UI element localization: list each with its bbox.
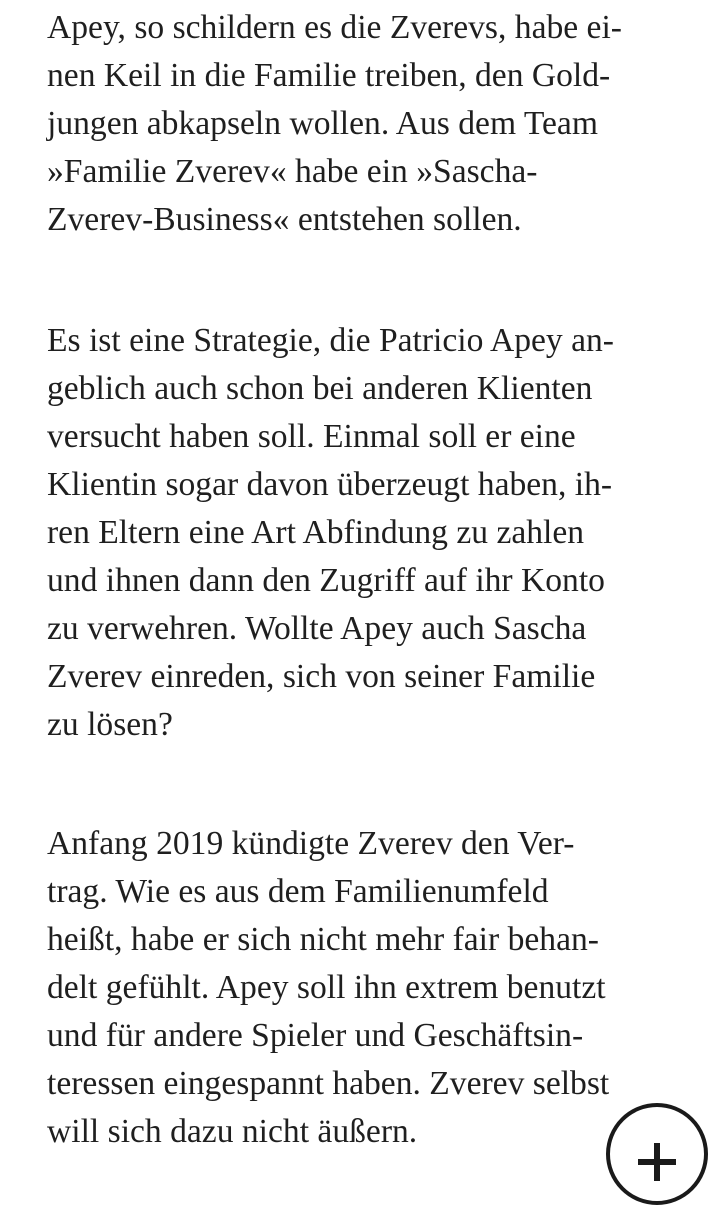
paragraph-line: geblich auch schon bei anderen Klienten [47, 370, 593, 407]
paragraph-line: jungen abkapseln wollen. Aus dem Team [47, 105, 598, 142]
paragraph-line: Apey, so schildern es die Zverevs, habe ei- [47, 9, 622, 46]
paragraph-spacer [47, 240, 707, 313]
paragraph-spacer [47, 745, 707, 816]
paragraph-line: Es ist eine Strategie, die Patricio Apey an- [47, 322, 614, 359]
paragraph-line: und ihnen dann den Zugriff auf ihr Konto [47, 562, 605, 599]
article-paragraph [47, 317, 707, 749]
article-paragraph [47, 4, 707, 244]
paragraph-line: zu lösen? [47, 706, 173, 743]
paragraph-line: »Familie Zverev« habe ein »Sascha- [47, 153, 538, 190]
paragraph-line: Anfang 2019 kündigte Zverev den Ver- [47, 825, 575, 862]
paragraph-line: heißt, habe er sich nicht mehr fair behan- [47, 921, 599, 958]
paragraph-line: will sich dazu nicht äußern. [47, 1113, 418, 1150]
paragraph-line: teressen eingespannt haben. Zverev selbst [47, 1065, 610, 1102]
article-body [47, 0, 707, 1152]
plus-icon [638, 1143, 676, 1181]
expand-button[interactable] [606, 1103, 708, 1205]
paragraph-line: nen Keil in die Familie treiben, den Gold- [47, 57, 611, 94]
paragraph-line: Klientin sogar davon überzeugt haben, ih- [47, 466, 613, 503]
paragraph-line: und für andere Spieler und Geschäftsin- [47, 1017, 584, 1054]
paragraph-line: delt gefühlt. Apey soll ihn extrem benutzt [47, 969, 606, 1006]
paragraph-line: Zverev-Business« entstehen sollen. [47, 201, 522, 238]
paragraph-line: trag. Wie es aus dem Familienumfeld [47, 873, 549, 910]
paragraph-line: Zverev einreden, sich von seiner Familie [47, 658, 596, 695]
paragraph-line: versucht haben soll. Einmal soll er eine [47, 418, 576, 455]
paragraph-line: zu verwehren. Wollte Apey auch Sascha [47, 610, 587, 647]
paragraph-line: ren Eltern eine Art Abfindung zu zahlen [47, 514, 585, 551]
article-paragraph [47, 820, 707, 1156]
